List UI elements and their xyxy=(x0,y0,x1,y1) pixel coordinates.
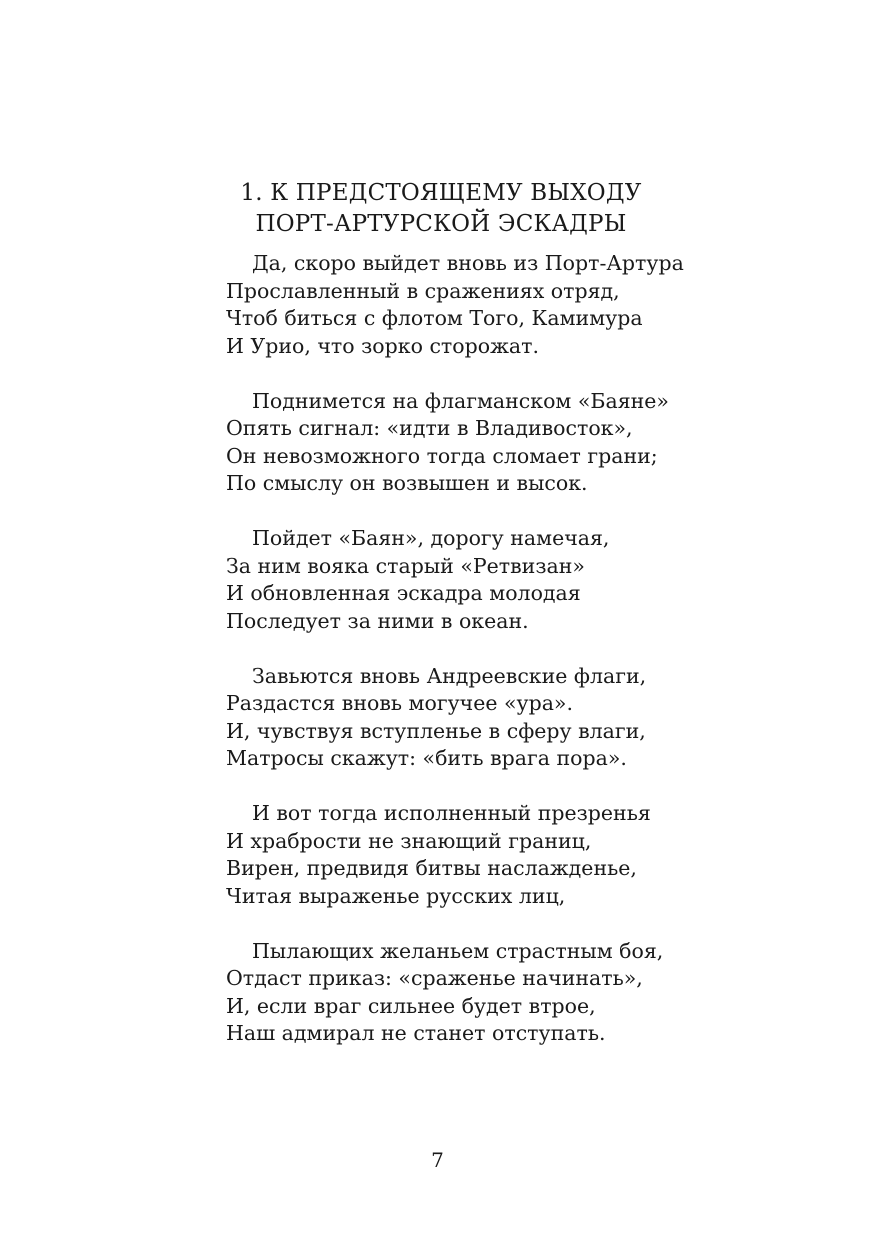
verse-line: Завьются вновь Андреевские флаги, xyxy=(252,663,647,688)
verse-line: Пылающих желаньем страстным боя, xyxy=(252,938,664,963)
verse-line: Чтоб биться с флотом Того, Камимура xyxy=(226,306,643,330)
verse-line: Да, скоро выйдет вновь из Порт-Артура xyxy=(252,251,684,275)
stanza-6 xyxy=(226,938,686,1048)
verse-line: Он невозможного тогда сломает грани; xyxy=(226,443,658,468)
stanza-3 xyxy=(226,525,686,635)
verse-line: И вот тогда исполненный презренья xyxy=(252,801,651,825)
poem-title-line-1: 1. К ПРЕДСТОЯЩЕМУ ВЫХОДУ xyxy=(240,180,642,206)
verse-line: И, если враг сильнее будет втрое, xyxy=(226,993,596,1018)
verse-line: За ним вояка старый «Ретвизан» xyxy=(226,553,585,578)
verse-line: И обновленная эскадра молодая xyxy=(226,581,581,605)
verse-line: Раздастся вновь могучее «ура». xyxy=(226,691,573,715)
verse-line: Опять сигнал: «идти в Владивосток», xyxy=(226,416,633,440)
verse-line: И Урио, что зорко сторожат. xyxy=(226,333,540,358)
page-number: 7 xyxy=(431,1148,444,1172)
verse-line: Наш адмирал не станет отступать. xyxy=(226,1021,606,1045)
verse-line: И храбрости не знающий границ, xyxy=(226,828,592,853)
verse-line: Матросы скажут: «бить врага пора». xyxy=(226,746,627,770)
verse-line: Читая выраженье русских лиц, xyxy=(226,883,566,908)
verse-line: Вирен, предвидя битвы наслажденье, xyxy=(226,856,637,880)
poem-title xyxy=(226,178,656,240)
verse-line: Прославленный в сражениях отряд, xyxy=(226,278,620,303)
verse-line: Поднимется на флагманском «Баяне» xyxy=(252,388,669,413)
stanza-5 xyxy=(226,800,686,910)
stanza-2 xyxy=(226,388,686,498)
poem-body xyxy=(226,250,686,1075)
stanza-1 xyxy=(226,250,686,360)
poem-title-line-2: ПОРТ-АРТУРСКОЙ ЭСКАДРЫ xyxy=(255,211,627,237)
verse-line: По смыслу он возвышен и высок. xyxy=(226,471,588,495)
verse-line: Пойдет «Баян», дорогу намечая, xyxy=(252,526,610,550)
stanza-4 xyxy=(226,663,686,773)
verse-line: И, чувствуя вступленье в сферу влаги, xyxy=(226,718,646,743)
verse-line: Последует за ними в океан. xyxy=(226,608,529,633)
verse-line: Отдаст приказ: «сраженье начинать», xyxy=(226,966,643,990)
